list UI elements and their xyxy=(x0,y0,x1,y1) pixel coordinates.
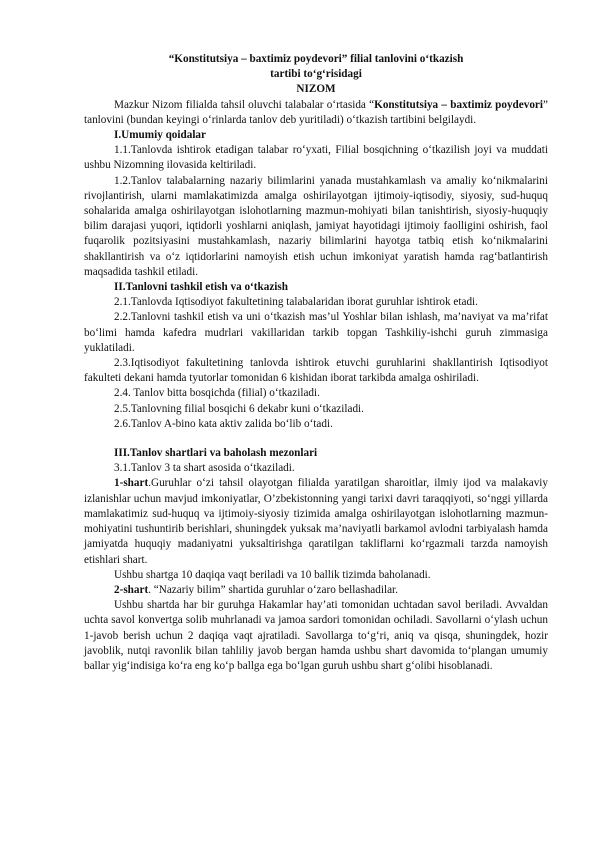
title-line-3: NIZOM xyxy=(296,83,336,96)
condition-2-paragraph xyxy=(84,583,548,598)
condition-2-description: Ushbu shartda har bir guruhga Hakamlar hay’ati tomonidan uchtadan savol beriladi. Avvaldan uchta savol konvertga solib muhrlanadi va jamoa sardori tomonidan ochiladi. Savollarni o‘ylash uchun 1-javob berish uchun 2 daqiqa vaqt ajratiladi. Savollarga to‘g‘ri, aniq va qisqa, shuningdek, hozir javoblik, nutqi ravonlik bilan tahliliy javob bergan hamda ushbu shart davomida to‘plangan umumiy ballar yig‘indisiga ko‘ra eng ko‘p ballga ega bo‘lgan guruh ushbu shart g‘olibi hisoblanadi. xyxy=(84,599,548,672)
section2-p3: 2.3.Iqtisodiyot fakultetining tanlovda ishtirok etuvchi guruhlarini shakllantirish Iqtisodiyot fakulteti dekani hamda tyutorlar tomonidan 6 kishidan iborat tarkibda amalga oshiriladi. xyxy=(84,357,548,385)
intro-text-a: Mazkur Nizom filialda tahsil oluvchi talabalar o‘rtasida “ xyxy=(114,98,375,111)
intro-text-b: ” tanlovini (bundan keyingi o‘rinlarda tanlov deb yuritiladi) o‘tkazish tartibini belgilaydi. xyxy=(84,98,548,126)
section1-heading: I.Umumiy qoidalar xyxy=(114,129,206,142)
section1-p2: 1.2.Tanlov talabalarning nazariy bilimlarini yanada mustahkamlash va amaliy ko‘nikmalarini rivojlantirish, ularni mamlakatimizda amalga oshirilayotgan ijtimoiy-iqtisodiy, siyosiy, sud-huquq sohalarida amalga oshirilayotgan islohotlarning mazmun-mohiyati bilan tanishtirish, siyosiy-huquqiy bilim darajasi yuqori, iqtidorli yoshlarni aniqlash, jamiyat hayotidagi ijtimoiy faolligini oshirish, faol fuqarolik pozitsiyasini mustahkamlash, nazariy bilimlarini hayotga tatbiq etish ko‘nikmalarini shakllantirish va o‘z iqtidorlarini namoyish etish uchun imkoniyat yaratish hamda rag‘batlantirish maqsadida tashkil etiladi. xyxy=(84,174,548,278)
section3-heading: III.Tanlov shartlari va baholash mezonlari xyxy=(114,447,318,460)
section2-p2: 2.2.Tanlovni tashkil etish va uni o‘tkazish mas’ul Yoshlar bilan ishlash, ma’naviyat va ma’rifat bo‘limi hamda kafedra mudrlari vakillaridan tarkib topgan Tashkiliy-ishchi guruh zimmasiga yuklatiladi. xyxy=(84,311,548,354)
section1-p1: 1.1.Tanlovda ishtirok etadigan talabar ro‘yxati, Filial bosqichning o‘tkazilish joyi va muddati ushbu Nizomning ilovasida keltiriladi. xyxy=(84,144,548,172)
condition-1-score: Ushbu shartga 10 daqiqa vaqt beriladi va 10 ballik tizimda baholanadi. xyxy=(114,568,431,581)
intro-bold: Konstitutsiya – baxtimiz poydevori xyxy=(374,98,544,111)
condition-1-label: 1-shart xyxy=(114,477,149,490)
intro-paragraph xyxy=(84,98,548,128)
section2-p1: 2.1.Tanlovda Iqtisodiyot fakultetining talabalaridan iborat guruhlar ishtirok etadi. xyxy=(114,296,478,309)
condition-1-text: .Guruhlar o‘zi tahsil olayotgan filialda yaratilgan sharoitlar, ilmiy ijod va malakaviy izlanishlar uchun mavjud imkoniyatlar, O’zbekistonning yangi tarixi davri taraqqiyoti, so‘nggi yillarda mamlakatimiz sud-huquq va ijtimoiy-siyosiy tizimida amalga oshirilayotgan islohotlarning mazmun-mohiyatini tushuntirib berishlari, shuningdek yuksak ma’naviyatli barkamol avlodni tarbiyalash hamda jamiyatda huquqiy madaniyatni yuksaltirishga qaratilgan takliflarni ko‘rgazmali tarzda namoyish etishlari shart. xyxy=(84,477,548,566)
title-line-1: “Konstitutsiya – baxtimiz poydevori” filial tanlovini o‘tkazish xyxy=(168,53,464,65)
section2-p4: 2.4. Tanlov bitta bosqichda (filial) o‘tkaziladi. xyxy=(114,387,320,400)
title-line-2: tartibi to‘g‘risidagi xyxy=(270,68,362,81)
section2-p6: 2.6.Tanlov A-bino kata aktiv zalida bo‘lib o‘tadi. xyxy=(114,417,333,430)
condition-1-paragraph xyxy=(84,476,548,567)
section2-p5: 2.5.Tanlovning filial bosqichi 6 dekabr kuni o‘tkaziladi. xyxy=(114,402,364,415)
section-gap xyxy=(84,432,548,446)
section3-p1: 3.1.Tanlov 3 ta shart asosida o‘tkaziladi. xyxy=(114,462,295,475)
section2-heading: II.Tanlovni tashkil etish va o‘tkazish xyxy=(114,281,288,294)
condition-2-label: 2-shart xyxy=(114,583,149,596)
condition-2-text: . “Nazariy bilim” shartida guruhlar o‘zaro bellashadilar. xyxy=(148,583,398,596)
